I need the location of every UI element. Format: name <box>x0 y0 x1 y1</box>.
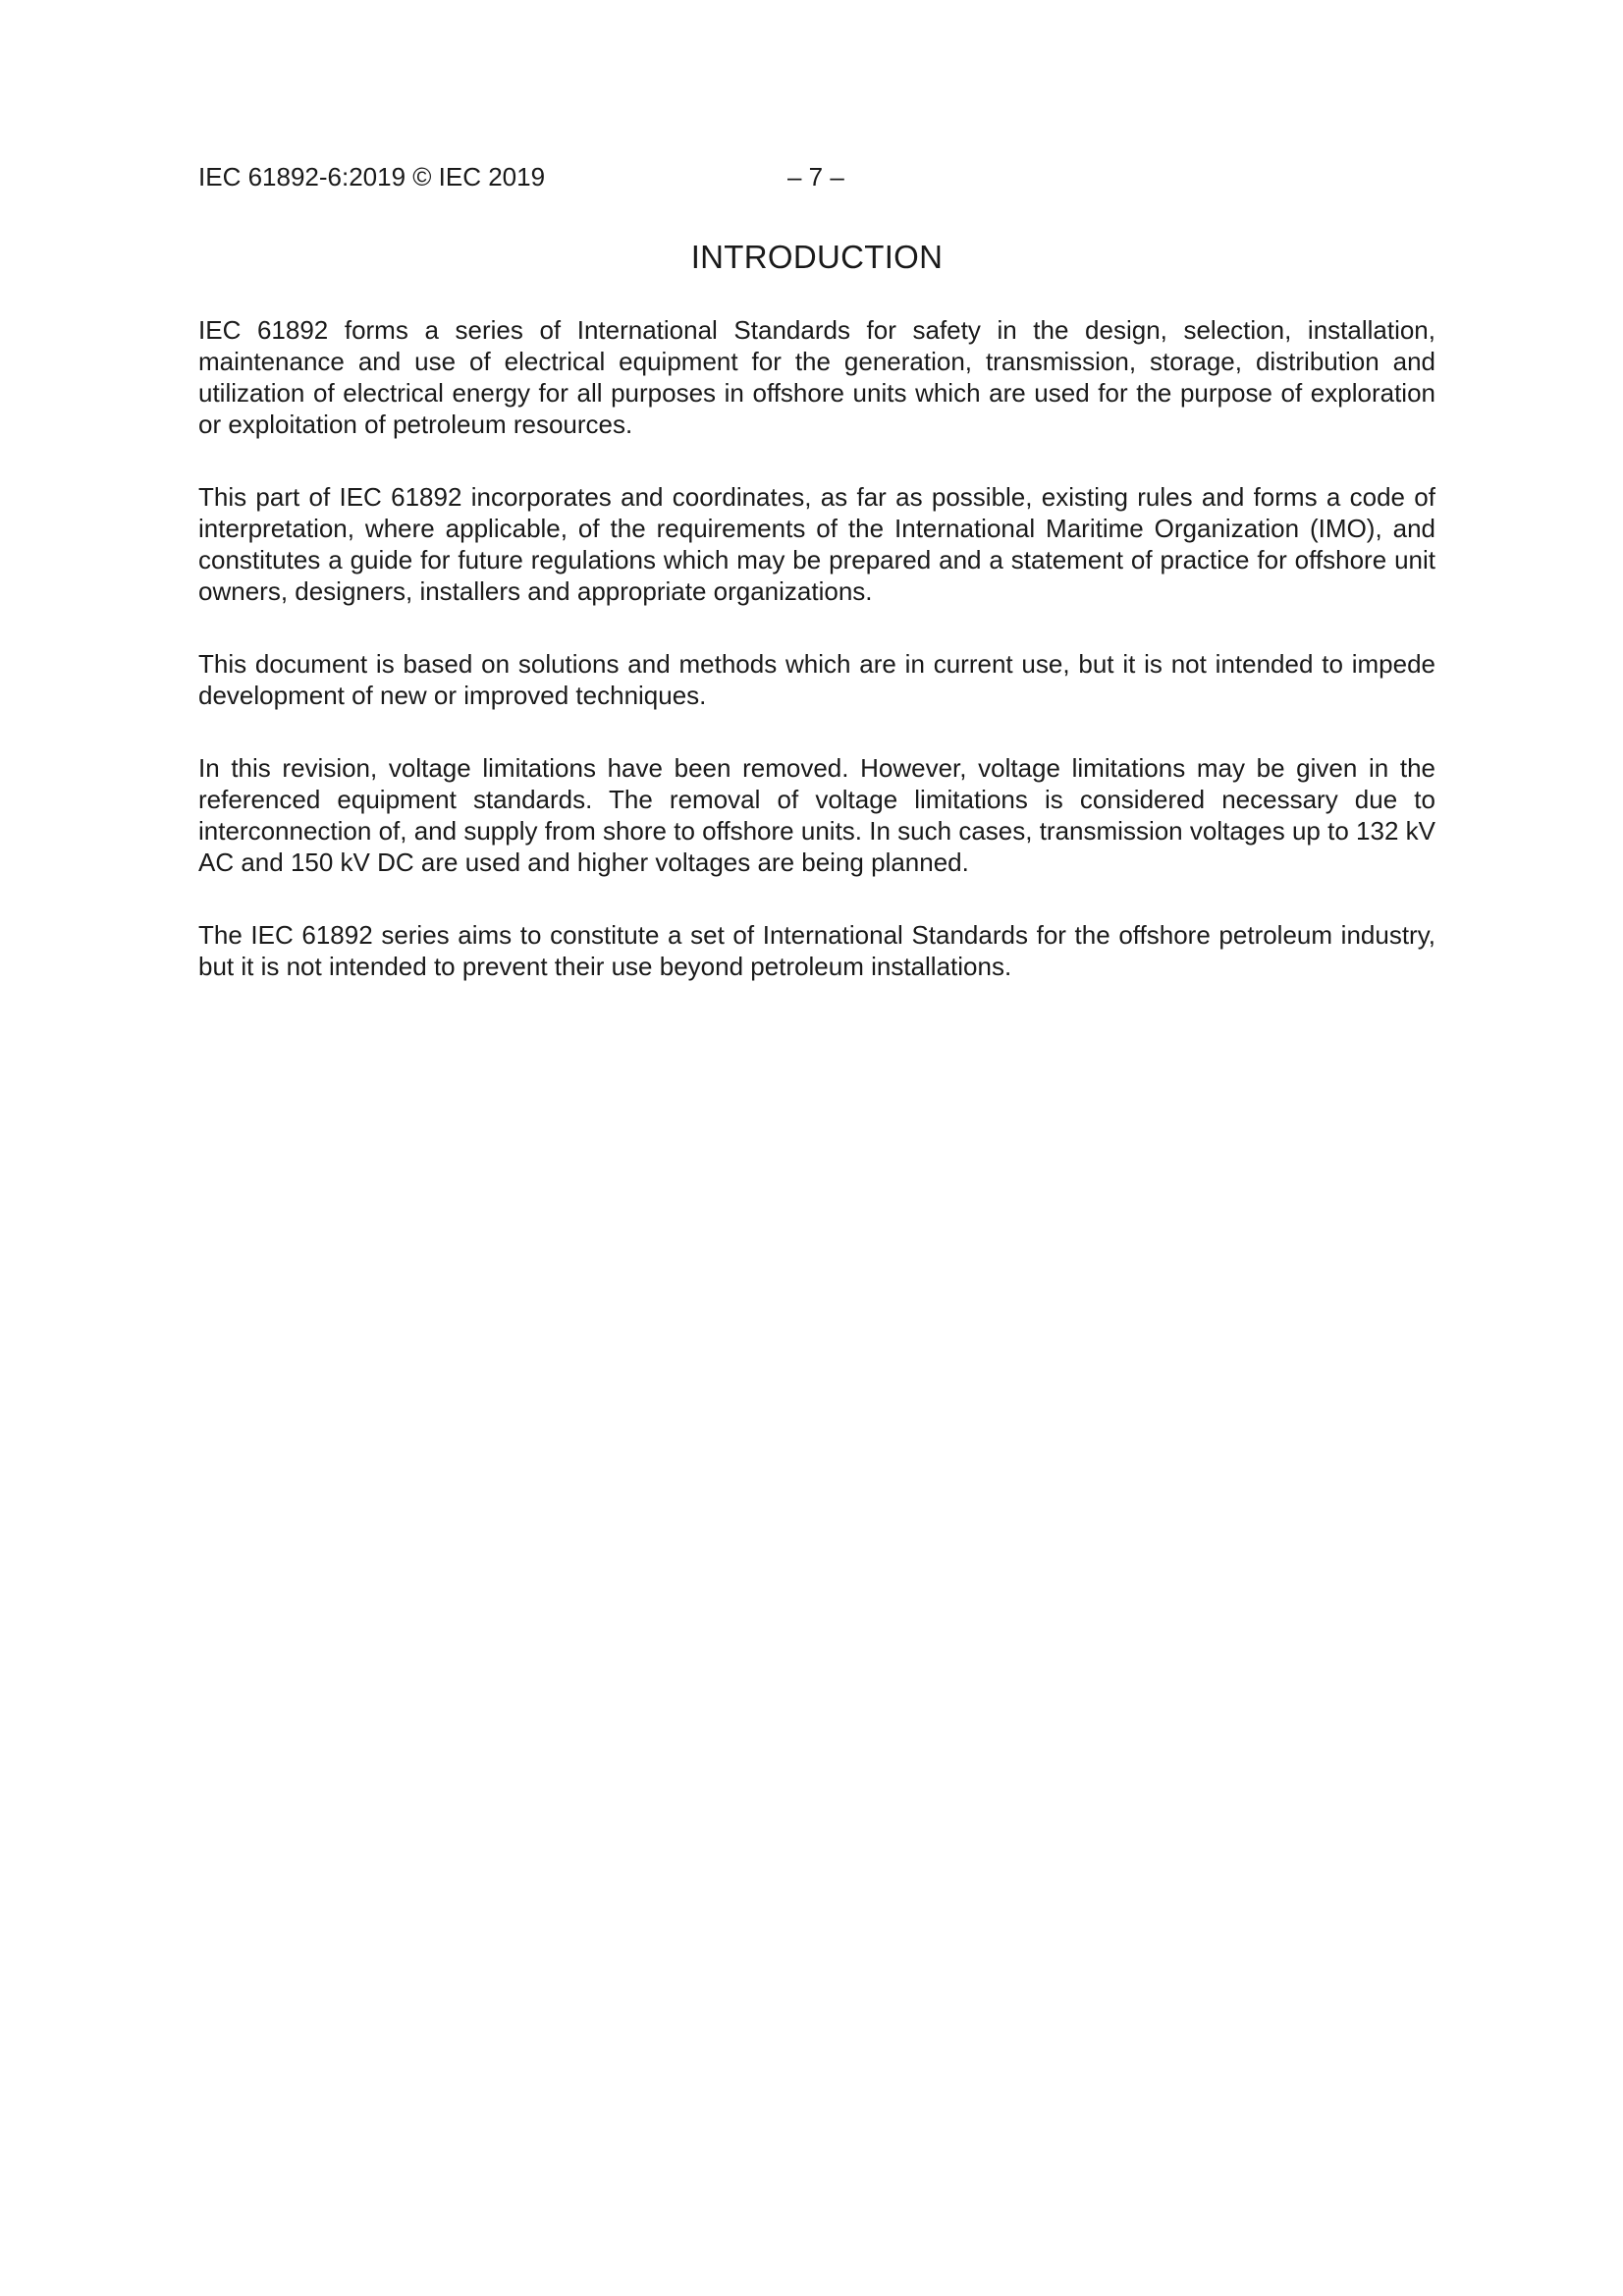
body-text <box>198 314 1435 1023</box>
paragraph-1: IEC 61892 forms a series of International Standards for safety in the design, selection, installation, maintenance and use of electrical equipment for the generation, transmission, storage, distribution and utilization of electrical energy for all purposes in offshore units which are used for the purpose of exploration or exploitation of petroleum resources. <box>198 315 1435 439</box>
paragraph-4: In this revision, voltage limitations have been removed. However, voltage limitations may be given in the referenced equipment standards. The removal of voltage limitations is considered necessary due to interconnection of, and supply from shore to offshore units. In such cases, transmission voltages up to 132 kV AC and 150 kV DC are used and higher voltages are being planned. <box>198 753 1435 877</box>
document-identifier: IEC 61892-6:2019 © IEC 2019 <box>198 162 546 191</box>
paragraph-5: The IEC 61892 series aims to constitute a set of International Standards for the offshore petroleum industry, but it is not intended to prevent their use beyond petroleum installations. <box>198 920 1435 981</box>
page-number: – 7 – <box>787 162 844 191</box>
paragraph-3: This document is based on solutions and methods which are in current use, but it is not intended to impede development of new or improved techniques. <box>198 649 1435 710</box>
paragraph-2: This part of IEC 61892 incorporates and coordinates, as far as possible, existing rules and forms a code of interpretation, where applicable, of the requirements of the International Maritime Organization (IMO), and constitutes a guide for future regulations which may be prepared and a statement of practice for offshore unit owners, designers, installers and appropriate organizations. <box>198 482 1435 606</box>
running-header <box>198 157 1435 196</box>
section-title: INTRODUCTION <box>690 239 944 275</box>
